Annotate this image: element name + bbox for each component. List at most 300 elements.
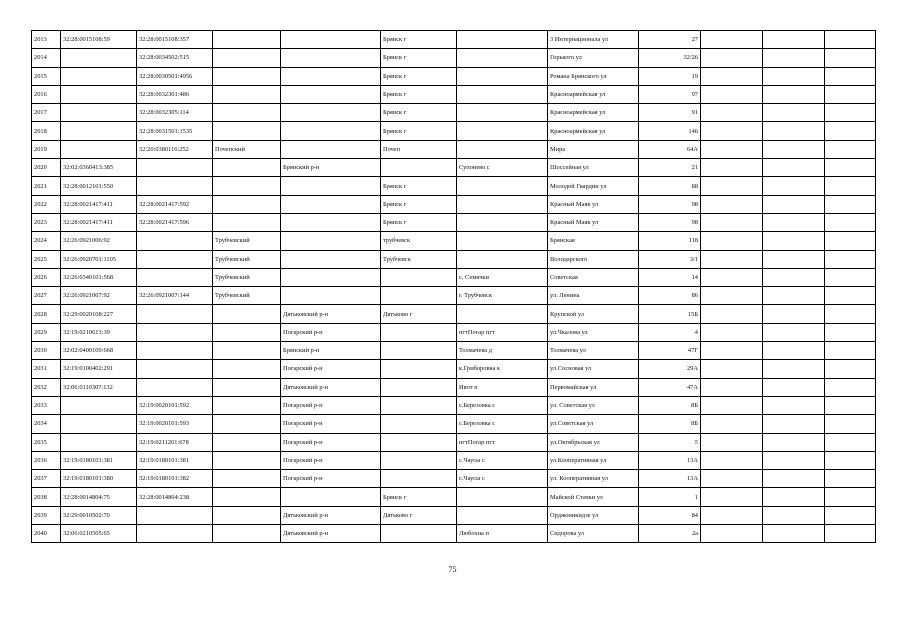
cell-empty-col-2 [763,140,825,158]
cell-cadastral-number-1: 32:26:0340101:568 [61,268,137,286]
cell-cadastral-number-2: 32:28:0032305:114 [137,104,213,122]
cell-empty-col-1 [701,305,763,323]
cell-cadastral-number-1 [61,49,137,67]
cell-region [281,49,381,67]
cell-empty-col-3 [825,122,876,140]
cell-empty-col-3 [825,506,876,524]
cell-empty-col-3 [825,433,876,451]
table-row [32,85,876,103]
cell-cadastral-number-1 [61,85,137,103]
cell-cadastral-number-2: 32:28:0031501:1535 [137,122,213,140]
cell-cadastral-number-1: 32:26:0921006:92 [61,232,137,250]
cell-empty-col-3 [825,67,876,85]
cell-house-number: 97 [639,85,701,103]
cell-empty-col-3 [825,195,876,213]
cell-empty-col-1 [701,140,763,158]
cell-cadastral-number-2 [137,232,213,250]
cell-empty-col-3 [825,396,876,414]
cell-empty-col-2 [763,31,825,49]
cell-region [281,67,381,85]
cell-empty-col-2 [763,506,825,524]
cell-region [281,232,381,250]
cell-empty-col-3 [825,287,876,305]
cell-house-number: 8Б [639,396,701,414]
cell-settlement: Любохна п [457,525,548,543]
cell-region [281,268,381,286]
cell-empty-col-1 [701,396,763,414]
table-row [32,305,876,323]
cell-row-number: 2033 [32,396,61,414]
cell-district: Трубчевский [213,268,281,286]
cell-row-number: 2040 [32,525,61,543]
cell-cadastral-number-2 [137,177,213,195]
cell-settlement [457,177,548,195]
cell-cadastral-number-2: 32:28:0015108:357 [137,31,213,49]
cell-district [213,396,281,414]
cell-house-number: 64А [639,140,701,158]
cell-row-number: 2036 [32,451,61,469]
cell-region [281,250,381,268]
cell-empty-col-1 [701,104,763,122]
cell-settlement: Супонево с [457,159,548,177]
cell-city [381,433,457,451]
cell-city: Брянск г [381,122,457,140]
cell-settlement: пгтПогар пгт [457,433,548,451]
cell-house-number: 88 [639,177,701,195]
cell-city: Дятьково г [381,305,457,323]
cell-empty-col-3 [825,31,876,49]
cell-district [213,122,281,140]
table-row [32,415,876,433]
cell-city [381,378,457,396]
cell-cadastral-number-2 [137,342,213,360]
cell-empty-col-1 [701,177,763,195]
cell-region [281,488,381,506]
cell-house-number: 14 [639,268,701,286]
table-row [32,159,876,177]
cell-region: Дятьковский р-н [281,378,381,396]
cell-empty-col-2 [763,250,825,268]
cell-empty-col-2 [763,451,825,469]
table-row [32,31,876,49]
cell-cadastral-number-1: 32:19:0210613:39 [61,323,137,341]
cell-row-number: 2034 [32,415,61,433]
cell-empty-col-2 [763,177,825,195]
cell-house-number: 47Г [639,342,701,360]
cell-cadastral-number-1: 32:19:0180101:381 [61,451,137,469]
table-row [32,433,876,451]
cell-city [381,451,457,469]
table-row [32,323,876,341]
cell-empty-col-1 [701,122,763,140]
cell-settlement [457,213,548,231]
cell-row-number: 2038 [32,488,61,506]
cell-street: Романа Брянского ул [548,67,639,85]
cell-empty-col-2 [763,305,825,323]
cell-street: 3 Интернационала ул [548,31,639,49]
cell-empty-col-2 [763,195,825,213]
cell-cadastral-number-1: 32:28:0021417:411 [61,195,137,213]
cell-city: Брянск г [381,31,457,49]
cell-settlement [457,305,548,323]
cell-region: Дятьковский р-н [281,305,381,323]
cell-city [381,342,457,360]
cell-settlement: пгтПогар пгт [457,323,548,341]
cell-city [381,287,457,305]
cell-row-number: 2026 [32,268,61,286]
cell-street: ул. Советская ул [548,396,639,414]
cell-cadastral-number-2: 32:28:0030501:4956 [137,67,213,85]
cell-cadastral-number-1: 32:06:0210505:65 [61,525,137,543]
cell-cadastral-number-1: 32:28:0012101:550 [61,177,137,195]
cell-street: Орджоникидзе ул [548,506,639,524]
cell-empty-col-2 [763,287,825,305]
cell-empty-col-1 [701,159,763,177]
cell-empty-col-3 [825,323,876,341]
cell-cadastral-number-2 [137,305,213,323]
cell-empty-col-1 [701,488,763,506]
cell-city: Брянск г [381,85,457,103]
table-row [32,342,876,360]
cell-street: Красноармейская ул [548,104,639,122]
cell-region: Погарский р-н [281,451,381,469]
cell-settlement: с.Чаусы с [457,451,548,469]
cell-empty-col-3 [825,525,876,543]
cell-settlement [457,250,548,268]
cell-empty-col-1 [701,49,763,67]
cell-empty-col-3 [825,85,876,103]
cell-cadastral-number-2: 32:28:0034502:515 [137,49,213,67]
cell-settlement: г. Трубчевск [457,287,548,305]
cell-street: Красный Маяк ул [548,195,639,213]
table-row [32,287,876,305]
table-row [32,488,876,506]
cell-settlement [457,85,548,103]
cell-street: ул. Ленина [548,287,639,305]
cell-settlement: Толмачева д [457,342,548,360]
cell-house-number: 146 [639,122,701,140]
cell-district: Трубчевский [213,232,281,250]
cell-settlement [457,31,548,49]
cell-settlement: Ивот п [457,378,548,396]
cell-region: Брянский р-н [281,342,381,360]
cell-street: Горького ул [548,49,639,67]
cell-region [281,140,381,158]
cell-street: Крупской ул [548,305,639,323]
cell-empty-col-2 [763,415,825,433]
cell-empty-col-3 [825,232,876,250]
cell-street: Первомайская ул [548,378,639,396]
cell-row-number: 2020 [32,159,61,177]
cell-empty-col-1 [701,470,763,488]
cell-empty-col-1 [701,250,763,268]
cell-empty-col-1 [701,85,763,103]
cell-empty-col-1 [701,378,763,396]
cell-region: Погарский р-н [281,360,381,378]
cell-empty-col-1 [701,506,763,524]
cell-row-number: 2013 [32,31,61,49]
cell-street: Красный Маяк ул [548,213,639,231]
cell-house-number: 86 [639,287,701,305]
cell-city: Брянск г [381,488,457,506]
cell-street: Молодой Гвардии ул [548,177,639,195]
table-body [32,31,876,543]
cell-empty-col-2 [763,159,825,177]
cell-empty-col-3 [825,49,876,67]
cell-empty-col-2 [763,433,825,451]
cell-cadastral-number-1: 32:28:0015108:59 [61,31,137,49]
cell-district [213,177,281,195]
cell-cadastral-number-1: 32:28:0021417:411 [61,213,137,231]
cell-row-number: 2016 [32,85,61,103]
cell-house-number: 4 [639,323,701,341]
cell-region: Погарский р-н [281,323,381,341]
cell-city [381,360,457,378]
cell-empty-col-1 [701,415,763,433]
cell-empty-col-1 [701,195,763,213]
cell-empty-col-3 [825,177,876,195]
cell-cadastral-number-2 [137,159,213,177]
table-row [32,250,876,268]
cell-city: трубчевск [381,232,457,250]
cell-empty-col-2 [763,104,825,122]
cell-empty-col-1 [701,268,763,286]
cell-region [281,31,381,49]
cell-settlement: к.Гриборовка к [457,360,548,378]
cell-city [381,470,457,488]
cell-district [213,525,281,543]
cell-city: Трубчевск [381,250,457,268]
cell-street: Володарского [548,250,639,268]
cell-empty-col-3 [825,415,876,433]
cell-row-number: 2039 [32,506,61,524]
cell-district [213,433,281,451]
cell-empty-col-1 [701,323,763,341]
cell-cadastral-number-2 [137,250,213,268]
cell-region: Погарский р-н [281,433,381,451]
cell-row-number: 2019 [32,140,61,158]
table-row [32,268,876,286]
cell-district [213,104,281,122]
cell-cadastral-number-2: 32:19:0020101:593 [137,415,213,433]
cell-empty-col-2 [763,378,825,396]
cell-cadastral-number-2 [137,323,213,341]
cell-empty-col-3 [825,104,876,122]
cell-region: Брянский р-н [281,159,381,177]
cell-region [281,85,381,103]
cell-settlement [457,49,548,67]
cell-house-number: 91 [639,104,701,122]
cell-cadastral-number-1: 32:29:0010502:70 [61,506,137,524]
cell-cadastral-number-1 [61,122,137,140]
cell-district [213,195,281,213]
cell-row-number: 2024 [32,232,61,250]
cell-row-number: 2032 [32,378,61,396]
cell-district [213,342,281,360]
cell-street: Шоссейная ул [548,159,639,177]
cell-city [381,396,457,414]
cell-empty-col-2 [763,323,825,341]
cell-district [213,415,281,433]
cell-empty-col-3 [825,305,876,323]
cell-settlement [457,122,548,140]
cell-house-number: 84 [639,506,701,524]
cell-street: Красноармейская ул [548,85,639,103]
table-row [32,232,876,250]
cell-house-number: 15Б [639,305,701,323]
cell-empty-col-1 [701,213,763,231]
cell-district [213,67,281,85]
cell-row-number: 2028 [32,305,61,323]
cell-row-number: 2029 [32,323,61,341]
cell-cadastral-number-2: 32:19:0020101:592 [137,396,213,414]
cell-region [281,195,381,213]
cell-settlement: с. Семячки [457,268,548,286]
cell-city: Дятьково г [381,506,457,524]
cell-city: Брянск г [381,104,457,122]
cell-empty-col-1 [701,525,763,543]
cell-empty-col-3 [825,451,876,469]
cell-empty-col-2 [763,85,825,103]
cell-city [381,415,457,433]
cell-house-number: 118 [639,232,701,250]
cell-region: Погарский р-н [281,470,381,488]
cell-region [281,104,381,122]
cell-empty-col-2 [763,49,825,67]
cell-cadastral-number-1: 32:02:0400109:668 [61,342,137,360]
cell-region: Дятьковский р-н [281,506,381,524]
cell-settlement [457,506,548,524]
cell-region [281,287,381,305]
cell-region [281,213,381,231]
cell-empty-col-2 [763,342,825,360]
cell-district [213,31,281,49]
cell-district: Трубчевский [213,250,281,268]
cell-city: Брянск г [381,195,457,213]
cell-row-number: 2031 [32,360,61,378]
cell-row-number: 2030 [32,342,61,360]
cell-row-number: 2021 [32,177,61,195]
cell-cadastral-number-2: 32:28:0032301:486 [137,85,213,103]
cell-empty-col-2 [763,470,825,488]
cell-empty-col-1 [701,451,763,469]
cell-empty-col-2 [763,268,825,286]
cell-settlement [457,488,548,506]
cell-row-number: 2025 [32,250,61,268]
cell-row-number: 2014 [32,49,61,67]
cell-region: Погарский р-н [281,396,381,414]
cell-street: ул.Сосновая ул [548,360,639,378]
cell-cadastral-number-1 [61,104,137,122]
cell-empty-col-2 [763,488,825,506]
cell-empty-col-3 [825,159,876,177]
cell-row-number: 2017 [32,104,61,122]
cell-region: Погарский р-н [281,415,381,433]
cell-empty-col-3 [825,378,876,396]
cell-city: Брянск г [381,213,457,231]
cell-row-number: 2018 [32,122,61,140]
table-row [32,378,876,396]
table-row [32,213,876,231]
cell-empty-col-1 [701,342,763,360]
cell-row-number: 2027 [32,287,61,305]
cell-cadastral-number-1: 32:29:0020108:227 [61,305,137,323]
cell-cadastral-number-2: 32:19:0211201:678 [137,433,213,451]
cell-cadastral-number-2 [137,506,213,524]
cell-street: ул. Кооперативная ул [548,470,639,488]
cell-settlement [457,232,548,250]
cell-city [381,323,457,341]
cell-cadastral-number-2: 32:19:0180101:382 [137,470,213,488]
cell-empty-col-1 [701,433,763,451]
cell-house-number: 32/26 [639,49,701,67]
cell-street: Брянская [548,232,639,250]
cell-settlement [457,195,548,213]
cell-empty-col-3 [825,488,876,506]
cell-district [213,213,281,231]
cell-city: Почеп [381,140,457,158]
cell-district [213,506,281,524]
cell-street: Красноармейская ул [548,122,639,140]
cell-settlement [457,67,548,85]
cell-street: ул.Чкалова ул [548,323,639,341]
cell-settlement [457,104,548,122]
table-row [32,195,876,213]
cell-region [281,122,381,140]
cell-district [213,159,281,177]
cell-row-number: 2037 [32,470,61,488]
cell-district [213,451,281,469]
cell-city [381,525,457,543]
cell-cadastral-number-2 [137,378,213,396]
cell-cadastral-number-1: 32:26:0921007:92 [61,287,137,305]
cell-empty-col-3 [825,360,876,378]
cell-street: ул.Советская ул [548,415,639,433]
cell-house-number: 1 [639,488,701,506]
cell-empty-col-2 [763,213,825,231]
cell-empty-col-3 [825,250,876,268]
cell-district: Трубчевский [213,287,281,305]
cell-cadastral-number-1 [61,415,137,433]
cell-house-number: 3/1 [639,250,701,268]
cell-cadastral-number-2: 32:26:0921007:144 [137,287,213,305]
cell-cadastral-number-1: 32:26:0920701:1105 [61,250,137,268]
cell-empty-col-3 [825,470,876,488]
cell-house-number: 19 [639,67,701,85]
table-row [32,67,876,85]
cell-settlement: с.Березовка с [457,415,548,433]
cell-empty-col-2 [763,396,825,414]
cell-house-number: 98 [639,195,701,213]
table-row [32,177,876,195]
cell-settlement: с.Чаусы с [457,470,548,488]
cell-street: Мира [548,140,639,158]
cell-street: Советская [548,268,639,286]
cell-cadastral-number-1 [61,140,137,158]
cell-empty-col-1 [701,360,763,378]
cell-house-number: 13А [639,470,701,488]
cell-cadastral-number-2: 32:28:0014804:238 [137,488,213,506]
cell-district [213,360,281,378]
cell-cadastral-number-2: 32:20:0380116:252 [137,140,213,158]
cell-district: Почепский [213,140,281,158]
table-row [32,396,876,414]
cell-cadastral-number-2 [137,360,213,378]
cell-city: Брянск г [381,177,457,195]
cell-district [213,378,281,396]
page-number: 75 [448,565,457,574]
cell-street: Сидорова ул [548,525,639,543]
